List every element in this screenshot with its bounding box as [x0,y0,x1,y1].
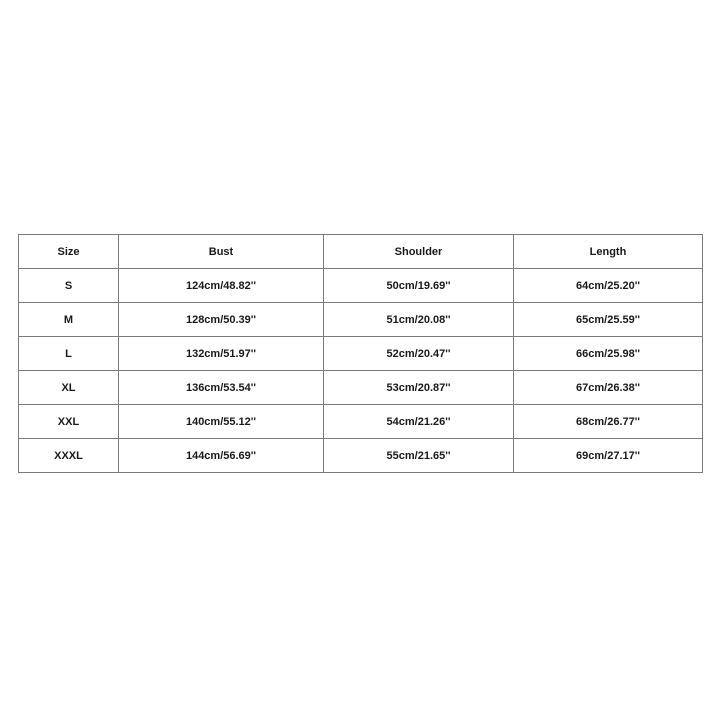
size-cell: S [19,269,119,303]
table-row [19,337,703,371]
shoulder-cell: 50cm/19.69'' [324,269,514,303]
size-cell: XXL [19,405,119,439]
bust-cell: 132cm/51.97'' [119,337,324,371]
length-cell: 67cm/26.38'' [514,371,703,405]
size-cell: M [19,303,119,337]
bust-cell: 144cm/56.69'' [119,439,324,473]
header-row [19,235,703,269]
size-chart-table [18,234,703,473]
length-cell: 66cm/25.98'' [514,337,703,371]
size-cell: L [19,337,119,371]
header-bust: Bust [119,235,324,269]
table-row [19,269,703,303]
bust-cell: 124cm/48.82'' [119,269,324,303]
table-row [19,439,703,473]
table-row [19,405,703,439]
length-cell: 65cm/25.59'' [514,303,703,337]
length-cell: 69cm/27.17'' [514,439,703,473]
size-cell: XXXL [19,439,119,473]
header-size: Size [19,235,119,269]
length-cell: 68cm/26.77'' [514,405,703,439]
header-length: Length [514,235,703,269]
bust-cell: 140cm/55.12'' [119,405,324,439]
bust-cell: 128cm/50.39'' [119,303,324,337]
shoulder-cell: 54cm/21.26'' [324,405,514,439]
shoulder-cell: 52cm/20.47'' [324,337,514,371]
table-row [19,303,703,337]
shoulder-cell: 55cm/21.65'' [324,439,514,473]
bust-cell: 136cm/53.54'' [119,371,324,405]
header-shoulder: Shoulder [324,235,514,269]
table-row [19,371,703,405]
length-cell: 64cm/25.20'' [514,269,703,303]
shoulder-cell: 51cm/20.08'' [324,303,514,337]
shoulder-cell: 53cm/20.87'' [324,371,514,405]
size-cell: XL [19,371,119,405]
